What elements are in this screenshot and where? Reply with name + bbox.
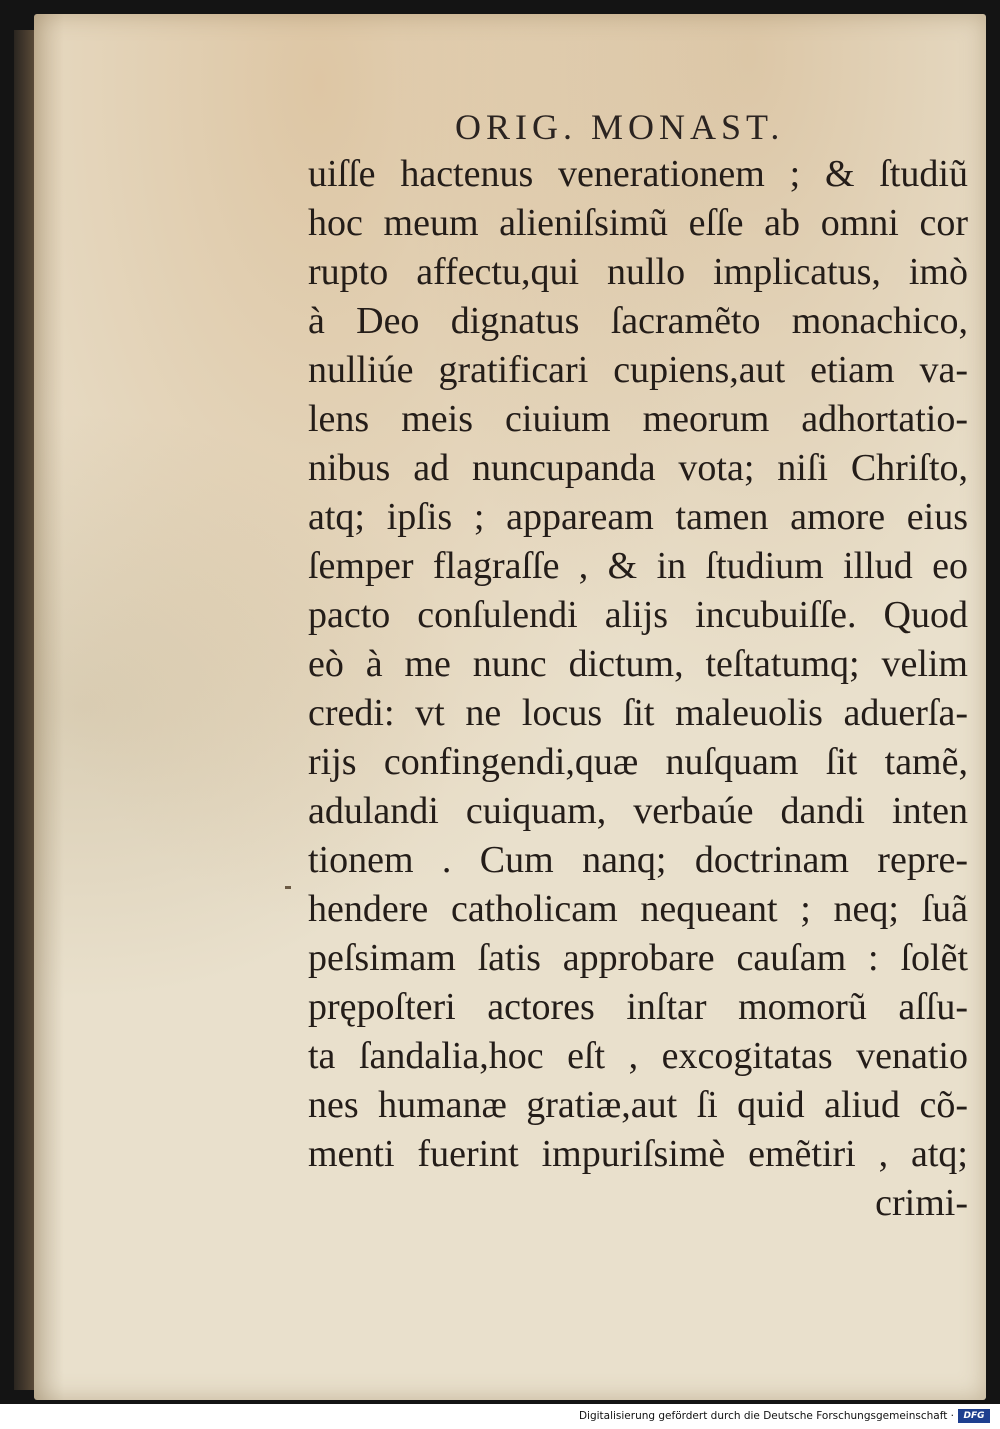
text-line: rupto affectu,qui nullo implicatus, imò [308, 251, 968, 293]
text-line: menti fuerint impuriſsimè emẽtiri , atq; [308, 1133, 968, 1175]
text-line: lens meis ciuium meorum adhortatio- [308, 398, 968, 440]
text-line: hendere catholicam nequeant ; neq; ſuã [308, 888, 968, 930]
text-line: adulandi cuiquam, verbaúe dandi inten [308, 790, 968, 832]
text-line: à Deo dignatus ſacramẽto monachico, [308, 300, 968, 342]
text-line: prępoſteri actores inſtar momorũ aſſu- [308, 986, 968, 1028]
text-line: eò à me nunc dictum, teſtatumq; velim [308, 643, 968, 685]
book-gutter [14, 30, 34, 1390]
text-line: ſemper flagraſſe , & in ſtudium illud eo [308, 545, 968, 587]
footer-credit: Digitalisierung gefördert durch die Deutsche Forschungsgemeinschaft · [578, 1410, 954, 1422]
catchword: crimi- [875, 1182, 968, 1224]
body-text [308, 150, 968, 1228]
text-line: nibus ad nuncupanda vota; niſi Chriſto, [308, 447, 968, 489]
text-line: ta ſandalia,hoc eſt , excogitatas venatio [308, 1035, 968, 1077]
dfg-logo: DFG [958, 1409, 990, 1423]
text-line: credi: vt ne locus ſit maleuolis aduerſa- [308, 692, 968, 734]
running-head: ORIG. MONAST. [455, 107, 785, 147]
text-line: hoc meum alieniſsimũ eſſe ab omni cor [308, 202, 968, 244]
text-line: peſsimam ſatis approbare cauſam : ſolẽt [308, 937, 968, 979]
text-line: tionem . Cum nanq; doctrinam repre- [308, 839, 968, 881]
text-line: pacto conſulendi alijs incubuiſſe. Quod [308, 594, 968, 636]
footer-bar [0, 1404, 1000, 1429]
margin-mark [285, 886, 291, 889]
text-line: uiſſe hactenus venerationem ; & ſtudiũ [308, 153, 968, 195]
text-line: nes humanæ gratiæ,aut ſi quid aliud cõ- [308, 1084, 968, 1126]
text-line: nulliúe gratificari cupiens,aut etiam va- [308, 349, 968, 391]
text-line: atq; ipſis ; appaream tamen amore eius [308, 496, 968, 538]
text-line: rijs confingendi,quæ nuſquam ſit tamẽ, [308, 741, 968, 783]
